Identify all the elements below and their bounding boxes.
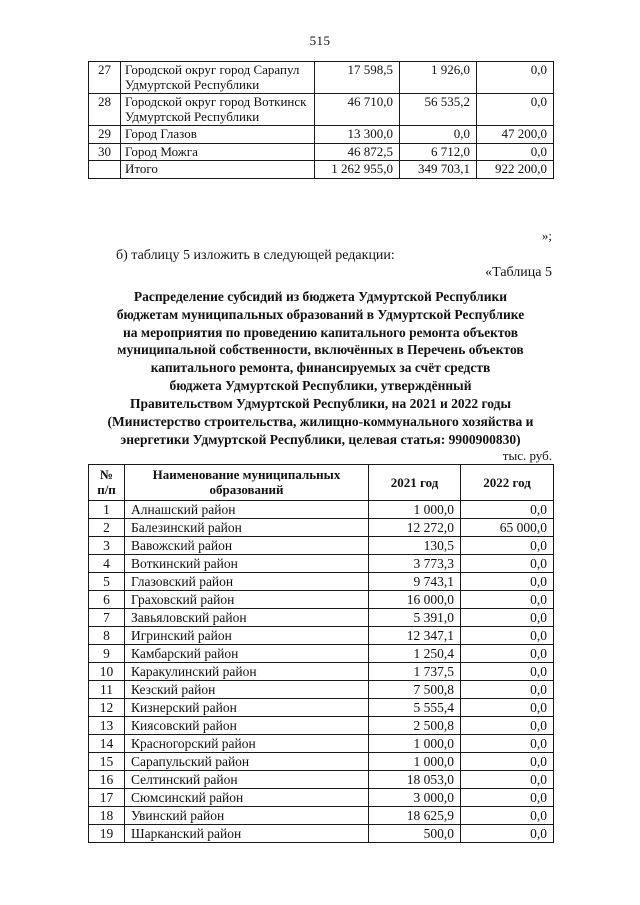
cell-value-2022: 0,0 [461,608,554,626]
cell-number: 14 [89,734,125,752]
cell-number: 12 [89,698,125,716]
cell-value-2021: 1 737,5 [369,662,461,680]
table-row [89,788,554,806]
cell-value-2021: 9 743,1 [369,572,461,590]
table-row [89,572,554,590]
cell-value-2022: 0,0 [461,734,554,752]
cell-number: 1 [89,500,125,518]
cell-value-1: 46 710,0 [315,94,400,126]
cell-value-2021: 500,0 [369,824,461,842]
header-number-line1: № [99,467,114,482]
cell-municipality-name: Шарканский район [125,824,369,842]
cell-value-2022: 0,0 [461,626,554,644]
cell-number: 27 [89,62,121,94]
cell-value-2021: 130,5 [369,536,461,554]
cell-value-2021: 12 347,1 [369,626,461,644]
table-row [89,143,554,161]
table-row [89,554,554,572]
cell-municipality-name: Завьяловский район [125,608,369,626]
cell-municipality-name: Алнашский район [125,500,369,518]
table-5-label: «Таблица 5 [485,265,552,280]
cell-municipality-name: Городской округ город Сарапул Удмуртской Республики [121,62,315,94]
title-line: муниципальной собственности, включённых в Перечень объектов [117,342,524,358]
cell-value-2021: 1 000,0 [369,752,461,770]
cell-value-2022: 0,0 [461,500,554,518]
table-header-row [89,465,554,501]
cell-municipality-name: Вавожский район [125,536,369,554]
cell-value-2: 0,0 [400,126,477,144]
cell-total-label: Итого [121,161,315,179]
cell-value-2021: 16 000,0 [369,590,461,608]
cell-number: 7 [89,608,125,626]
cell-municipality-name: Городской округ город Воткинск Удмуртской Республики [121,94,315,126]
table-row [89,536,554,554]
cell-value-2022: 0,0 [461,752,554,770]
table-row [89,662,554,680]
title-line: Правительством Удмуртской Республики, на 2021 и 2022 годы [129,395,512,411]
paragraph-item-b: б) таблицу 5 изложить в следующей редакции: [116,248,395,263]
cell-value-2021: 18 625,9 [369,806,461,824]
cell-number: 9 [89,644,125,662]
table-row [89,94,554,126]
table-2-container [88,464,553,843]
table-row [89,770,554,788]
cell-value-2022: 0,0 [461,536,554,554]
cell-value-2021: 7 500,8 [369,680,461,698]
title-line: энергетики Удмуртской Республики, целевая статья: 9900900830) [120,431,521,447]
header-cell-year-2022: 2022 год [461,465,554,501]
cell-value-2021: 12 272,0 [369,518,461,536]
title-line: капитального ремонта, финансируемых за счёт средств [150,360,491,376]
cell-value-2021: 5 555,4 [369,698,461,716]
cell-value-1: 46 872,5 [315,143,400,161]
cell-value-2022: 65 000,0 [461,518,554,536]
cell-municipality-name: Воткинский район [125,554,369,572]
cell-number: 16 [89,770,125,788]
cell-value-1: 17 598,5 [315,62,400,94]
cell-value-2021: 18 053,0 [369,770,461,788]
cell-value-3: 0,0 [477,94,554,126]
cell-value-2022: 0,0 [461,680,554,698]
capital-repair-subsidy-table [88,464,554,843]
cell-number: 29 [89,126,121,144]
table-row [89,644,554,662]
title-line: Распределение субсидий из бюджета Удмуртской Республики [133,289,508,304]
cell-value-2: 56 535,2 [400,94,477,126]
cell-value-2022: 0,0 [461,788,554,806]
header-number-line2: п/п [97,482,116,498]
cell-municipality-name: Город Глазов [121,126,315,144]
cell-number: 18 [89,806,125,824]
cell-municipality-name: Сарапульский район [125,752,369,770]
cell-value-2021: 1 000,0 [369,500,461,518]
closing-quote-mark: »; [541,228,552,243]
table-row [89,518,554,536]
table-total-row [89,161,554,179]
table-row [89,680,554,698]
table-row [89,824,554,842]
cell-value-3: 0,0 [477,143,554,161]
cell-municipality-name: Игринский район [125,626,369,644]
cell-number: 30 [89,143,121,161]
cell-number: 13 [89,716,125,734]
title-line: бюджетам муниципальных образований в Удмуртской Республике [116,306,525,322]
table-5-title [88,288,553,448]
cell-number: 8 [89,626,125,644]
units-label: тыс. руб. [502,448,552,463]
cell-value-2022: 0,0 [461,554,554,572]
cell-municipality-name: Глазовский район [125,572,369,590]
cell-number: 15 [89,752,125,770]
cell-value-2022: 0,0 [461,716,554,734]
cell-value-2022: 0,0 [461,644,554,662]
cell-municipality-name: Кезский район [125,680,369,698]
cell-value-1: 13 300,0 [315,126,400,144]
page-number: 515 [309,33,331,48]
cell-number: 2 [89,518,125,536]
cell-value-2021: 1 000,0 [369,734,461,752]
title-line: на мероприятия по проведению капитального ремонта объектов [122,324,519,340]
cell-value-2: 6 712,0 [400,143,477,161]
cell-value-2021: 1 250,4 [369,644,461,662]
table-row [89,806,554,824]
cell-value-3: 0,0 [477,62,554,94]
cell-value-2: 1 926,0 [400,62,477,94]
cell-value-2021: 3 773,3 [369,554,461,572]
cell-value-2022: 0,0 [461,824,554,842]
cell-total-value-1: 1 262 955,0 [315,161,400,179]
header-name-line2: образований [209,482,284,498]
municipalities-subsidy-table-continued [88,61,554,179]
cell-value-2022: 0,0 [461,770,554,788]
table-row [89,626,554,644]
cell-value-3: 47 200,0 [477,126,554,144]
table-row [89,590,554,608]
cell-value-2022: 0,0 [461,698,554,716]
title-line: бюджета Удмуртской Республики, утверждённый [169,378,472,394]
cell-number: 11 [89,680,125,698]
cell-number: 6 [89,590,125,608]
cell-total-value-3: 922 200,0 [477,161,554,179]
cell-number: 19 [89,824,125,842]
cell-number: 5 [89,572,125,590]
table-row [89,752,554,770]
cell-value-2022: 0,0 [461,662,554,680]
cell-municipality-name: Красногорский район [125,734,369,752]
table-row [89,500,554,518]
table-1-container [88,61,553,179]
cell-number [89,161,121,179]
cell-municipality-name: Сюмсинский район [125,788,369,806]
table-row [89,62,554,94]
cell-value-2021: 3 000,0 [369,788,461,806]
cell-value-2021: 5 391,0 [369,608,461,626]
cell-value-2022: 0,0 [461,590,554,608]
cell-municipality-name: Селтинский район [125,770,369,788]
cell-municipality-name: Город Можга [121,143,315,161]
table-row [89,716,554,734]
cell-municipality-name: Каракулинский район [125,662,369,680]
header-name-line1: Наименование муниципальных [152,467,341,482]
header-cell-year-2021: 2021 год [369,465,461,501]
cell-number: 28 [89,94,121,126]
cell-number: 4 [89,554,125,572]
table-row [89,698,554,716]
cell-number: 3 [89,536,125,554]
title-line: (Министерство строительства, жилищно-коммунального хозяйства и [107,413,534,429]
header-cell-name [125,465,369,501]
table-row [89,126,554,144]
header-cell-number [89,465,125,501]
cell-value-2021: 2 500,8 [369,716,461,734]
cell-municipality-name: Киясовский район [125,716,369,734]
cell-number: 17 [89,788,125,806]
cell-municipality-name: Увинский район [125,806,369,824]
cell-municipality-name: Граховский район [125,590,369,608]
cell-municipality-name: Балезинский район [125,518,369,536]
table-row [89,734,554,752]
cell-municipality-name: Кизнерский район [125,698,369,716]
cell-total-value-2: 349 703,1 [400,161,477,179]
cell-value-2022: 0,0 [461,806,554,824]
cell-municipality-name: Камбарский район [125,644,369,662]
cell-number: 10 [89,662,125,680]
cell-value-2022: 0,0 [461,572,554,590]
table-row [89,608,554,626]
